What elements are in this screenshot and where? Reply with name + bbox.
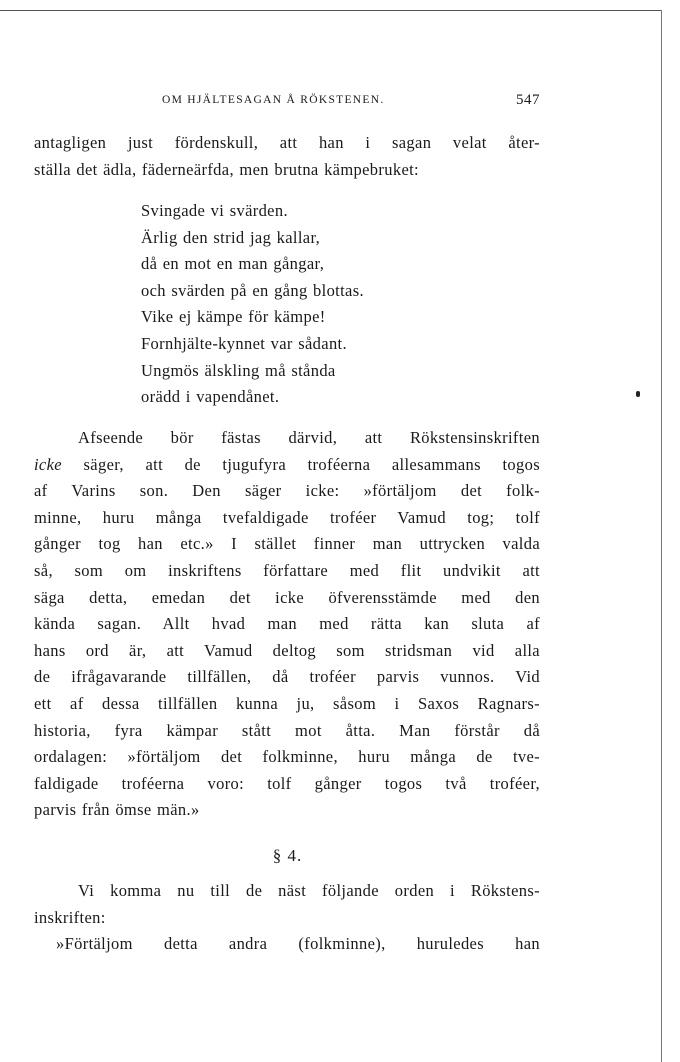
text-line: »Förtäljom detta andra (folkminne), huruledes han bbox=[56, 934, 540, 954]
verse-line: Ungmös älskling må stånda bbox=[141, 360, 336, 380]
right-border-line bbox=[661, 10, 662, 1062]
text-line: Afseende bör fästas därvid, att Rökstensinskriften bbox=[78, 428, 540, 447]
text-line: hans ord är, att Vamud deltog som stridsman vid alla bbox=[34, 640, 540, 660]
page-number: 547 bbox=[516, 92, 540, 108]
text-line: ställa det ädla, fäderneärfda, men brutna kämpebruket: bbox=[34, 159, 419, 179]
text-line: säga detta, emedan det icke öfverensstämde med den bbox=[34, 587, 540, 607]
verse-line: Vike ej kämpe för kämpe! bbox=[141, 307, 326, 327]
text-line: faldigade troféerna voro: tolf gånger togos två troféer, bbox=[34, 773, 540, 793]
text-line: de ifrågavarande tillfällen, då troféer parvis vunnos. Vid bbox=[34, 667, 540, 687]
italic-word: icke bbox=[34, 454, 62, 474]
text-line: historia, fyra kämpar stått mot åtta. Man förstår då bbox=[34, 720, 540, 740]
text-line: af Varins son. Den säger icke: »förtäljom det folk- bbox=[34, 481, 540, 501]
text-line: parvis från ömse män.» bbox=[34, 800, 200, 820]
verse-line: Ärlig den strid jag kallar, bbox=[141, 227, 321, 247]
text-line: gånger tog han etc.» I stället finner man uttrycken valda bbox=[34, 534, 540, 554]
text-line: så, som om inskriftens författare med flit undvikit att bbox=[34, 560, 540, 580]
text-line: ett af dessa tillfällen kunna ju, såsom i Saxos Ragnars- bbox=[34, 693, 540, 713]
text-line: inskriften: bbox=[34, 907, 106, 927]
section-heading: § 4. bbox=[272, 846, 303, 865]
text-line: kända sagan. Allt hvad man med rätta kan sluta af bbox=[34, 614, 540, 634]
closing-paragraph bbox=[34, 878, 540, 958]
top-border-line bbox=[0, 10, 662, 11]
page-header bbox=[34, 92, 540, 110]
verse-line: orädd i vapendånet. bbox=[141, 387, 280, 407]
verse-block bbox=[141, 198, 364, 411]
line-continuation: säger, att de tjugufyra troféerna allesammans togos bbox=[61, 454, 540, 474]
intro-paragraph bbox=[34, 130, 540, 183]
text-line: antagligen just fördenskull, att han i sagan velat åter- bbox=[34, 133, 540, 152]
verse-line: Fornhjälte-kynnet var sådant. bbox=[141, 333, 347, 353]
verse-line: då en mot en man gångar, bbox=[141, 254, 325, 274]
ink-speck bbox=[636, 391, 640, 397]
text-line: Vi komma nu till de näst följande orden i Rökstens- bbox=[78, 881, 540, 900]
verse-line: och svärden på en gång blottas. bbox=[141, 280, 364, 300]
running-title: OM HJÄLTESAGAN Å RÖKSTENEN. bbox=[162, 94, 385, 106]
verse-line: Svingade vi svärden. bbox=[141, 201, 288, 220]
text-line: minne, huru många tvefaldigade troféer Vamud tog; tolf bbox=[34, 507, 540, 527]
main-paragraph bbox=[34, 425, 540, 824]
text-line bbox=[34, 452, 540, 479]
text-line: ordalagen: »förtäljom det folkminne, huru många de tve- bbox=[34, 747, 540, 767]
